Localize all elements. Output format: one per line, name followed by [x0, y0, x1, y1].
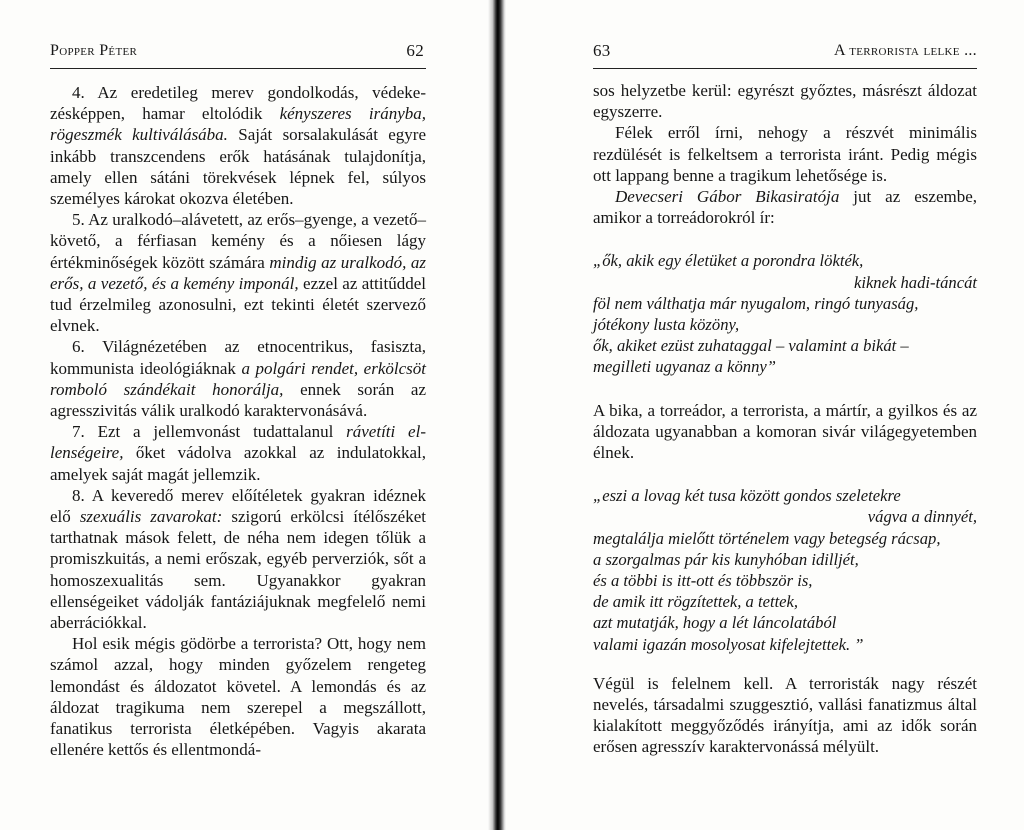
- text-run: jut az eszembe, amikor a torreádorokról ír:: [593, 187, 978, 228]
- italic-run: szexuális zavarokat:: [79, 507, 223, 527]
- right-page-number: 63: [593, 41, 611, 60]
- text-run: ennek során az agresszivitás válik uralkodó karaktervonásává.: [50, 379, 426, 421]
- poem-line: föl nem válthatja már nyugalom, ringó tunyaság,: [593, 293, 919, 313]
- text-run: ezzel az attitűddel tud érzelmileg azonosulni, ezt tekinti életét szervező elvnek.: [50, 273, 426, 336]
- right-page: [593, 0, 977, 830]
- paragraph: [593, 80, 977, 122]
- text-run: 4. Az eredetileg merev gondolkodás, védekezésképpen, hamar eltolódik: [50, 83, 426, 124]
- text-run: 7. Ezt a jellemvonást tudattalanul: [72, 422, 347, 442]
- paragraph: [50, 633, 426, 760]
- poem-line: valami igazán mosolyosat kifelejtettek. ”: [593, 634, 864, 654]
- right-page-body: [593, 80, 977, 758]
- paragraph: [593, 673, 977, 758]
- text-run: 8. A keveredő merev előítéletek gyakran idéznek elő: [50, 485, 426, 527]
- text-run: A bika, a torreádor, a terrorista, a mártír, a gyilkos és az áldozata ugyanabban a komoran sivár világegyetemben élnek.: [593, 400, 977, 463]
- poem-line: de amik itt rögzítettek, a tettek,: [593, 592, 799, 612]
- paragraph: [50, 485, 426, 633]
- paragraph: [50, 336, 426, 421]
- text-run: 6. Világnézetében az etnocentrikus, fasiszta, kommunista ideológiáknak: [50, 337, 426, 378]
- right-running-title: A terrorista lelke ...: [833, 42, 977, 59]
- left-page-number: 62: [406, 41, 424, 60]
- left-page-body: [50, 82, 426, 761]
- text-run: Hol esik mégis gödörbe a terrorista? Ott, hogy nem számol azzal, hogy minden győzelem rengeteg lemondást és áldozatot követel. A lemondás és az áldozat tragikuma nem szerepel a megszállott, fanatikus terrorista életképében. Vagyis akarata ellenére kettős és ellentmondá-: [50, 634, 426, 760]
- text-run: 5. Az uralkodó–alávetett, az erős–gyenge, a vezető–követő, a férfiasan kemény és a nőiesen lágy értékminőségek között számára: [50, 210, 426, 272]
- paragraph: [50, 421, 426, 485]
- italic-run: rávetíti ellenségeire,: [50, 422, 426, 463]
- poem-line: vágva a dinnyét,: [867, 507, 977, 527]
- left-running-title: Popper Péter: [50, 42, 138, 59]
- poem-line: megtalálja mielőtt történelem vagy betegség rácsap,: [593, 528, 941, 548]
- poem-line: jótékony lusta közöny,: [593, 315, 740, 335]
- left-page: [50, 0, 426, 830]
- text-run: Végül is felelnem kell. A terroristák nagy részét nevelés, társadalmi szuggesztió, vallási fanatizmus által kialakított meggyőződés irányítja, ami az idők során erősen agresszív karaktervonássá mélyült.: [593, 673, 977, 757]
- poem-line: a szorgalmas pár kis kunyhóban idilljét,: [593, 549, 859, 569]
- left-header-rule: [50, 68, 426, 69]
- poem-line: és a többi is itt-ott és többször is,: [593, 571, 813, 591]
- italic-run: Devecseri Gábor Bikasiratója: [615, 187, 840, 207]
- paragraph: [593, 122, 977, 186]
- right-header-rule: [593, 68, 977, 69]
- poem-line: azt mutatják, hogy a lét láncolatából: [593, 613, 837, 633]
- poem-line: kiknek hadi-táncát: [853, 272, 977, 292]
- poem-line: „ők, akik egy életüket a porondra lökték,: [593, 251, 864, 271]
- right-running-head: [593, 42, 977, 62]
- paragraph: [50, 209, 426, 336]
- poem-quote-1: [593, 250, 977, 377]
- italic-run: kényszeres irányba, rögeszmék kultiválásába.: [50, 104, 426, 145]
- text-run: Saját sorsalakulását egyre inkább transzcendens erők hatásának tulajdonítja, amely ellen sátáni törekvések lépnek fel, súlyos személyes károkat okozva életében.: [50, 125, 427, 209]
- paragraph: [593, 400, 977, 464]
- text-run: sos helyzetbe kerül: egyrészt győztes, másrészt áldozat egyszerre.: [593, 81, 977, 122]
- paragraph: [50, 82, 426, 209]
- poem-quote-2: [593, 485, 977, 655]
- poem-line: ők, akiket ezüst zuhataggal – valamint a bikát –: [593, 336, 909, 356]
- italic-run: mindig az uralkodó, az erős, a vezető, és a kemény imponál,: [50, 252, 426, 293]
- left-running-head: [50, 42, 426, 62]
- book-gutter: [488, 0, 506, 830]
- text-run: Félek erről írni, nehogy a részvét minimális rezdülését is felkeltsem a terrorista iránt. Pedig mégis ott lappang benne a tragikum lehetősége is.: [593, 123, 977, 185]
- poem-line: „eszi a lovag két tusa között gondos szeletekre: [593, 486, 901, 506]
- text-run: szigorú erkölcsi ítélőszéket tarthatnak mások felett, de néha nem idegen tőlük a promiszkuitás, a nemi erőszak, egyéb perverziók, sőt a homoszexualitás sem. Ugyanakkor gyakran ellenségeiket vádolják fantáziájuknak megfelelő nemi aberrációkkal.: [50, 507, 426, 633]
- poem-line: megilleti ugyanaz a könny”: [593, 357, 776, 377]
- paragraph: [593, 186, 977, 228]
- text-run: őket vádolva azokkal az indulatokkal, amelyek saját magát jellemzik.: [50, 443, 426, 484]
- italic-run: a polgári rendet, erkölcsöt romboló szándékait honorálja,: [50, 358, 426, 399]
